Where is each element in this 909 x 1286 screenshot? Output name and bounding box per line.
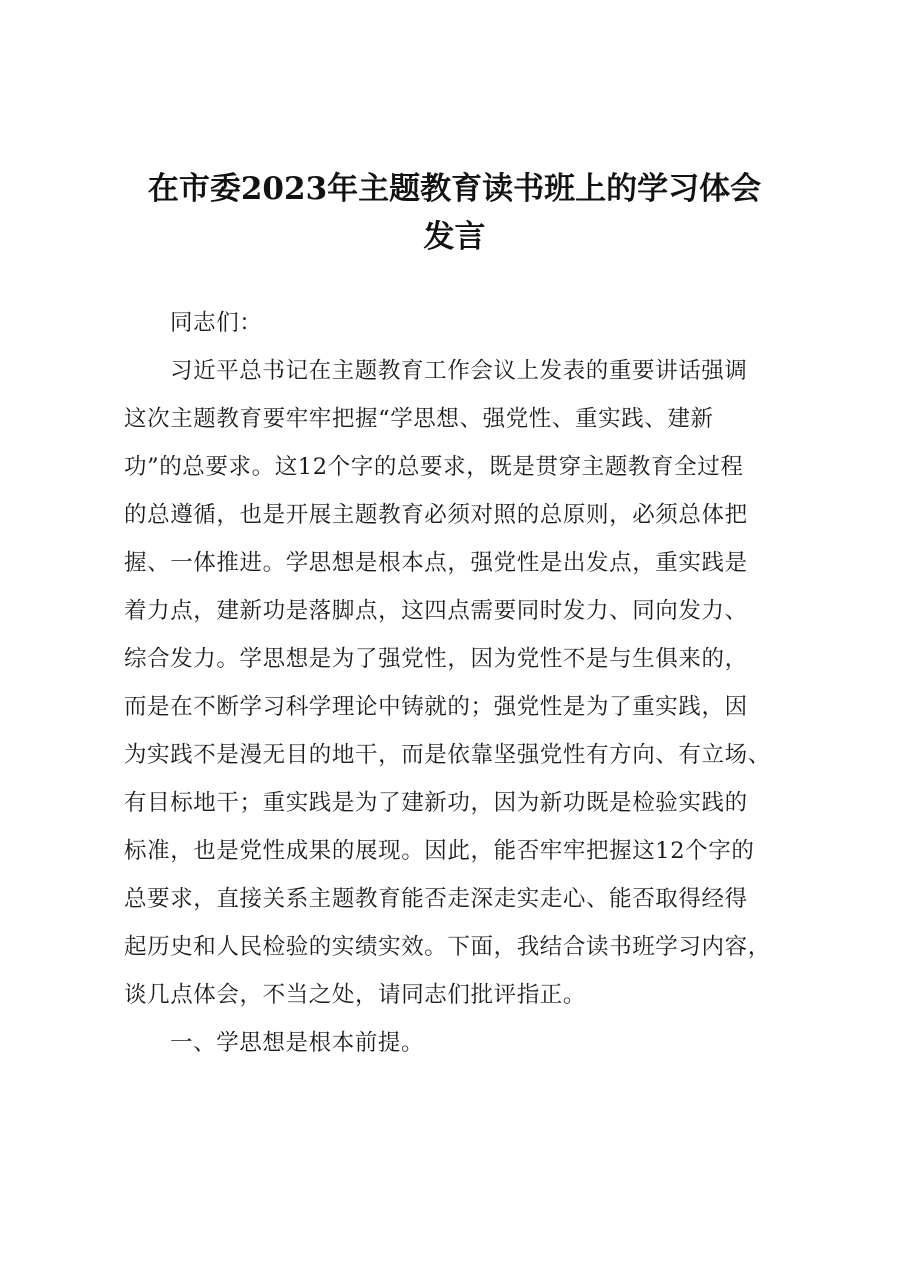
paragraph-line: 而是在不断学习科学理论中铸就的；强党性是为了重实践，因 <box>124 694 748 720</box>
paragraph-line: 为实践不是漫无目的地干，而是依靠坚强党性有方向、有立场、 <box>124 742 771 768</box>
document-title-line-2: 发言 <box>423 219 486 255</box>
section-heading: 一、学思想是根本前提。 <box>170 1030 425 1056</box>
paragraph-line: 的总遵循，也是开展主题教育必须对照的总原则，必须总体把 <box>124 502 748 528</box>
paragraph-line: 总要求，直接关系主题教育能否走深走实走心、能否取得经得 <box>124 886 748 912</box>
paragraph-line: 综合发力。学思想是为了强党性，因为党性不是与生俱来的， <box>124 646 748 672</box>
paragraph-line: 有目标地干；重实践是为了建新功，因为新功既是检验实践的 <box>124 790 748 816</box>
paragraph-line: 握、一体推进。学思想是根本点，强党性是出发点，重实践是 <box>124 550 748 576</box>
document-title-line-1: 在市委2023年主题教育读书班上的学习体会 <box>147 171 762 207</box>
paragraph-line: 标准，也是党性成果的展现。因此，能否牢牢把握这12个字的 <box>124 838 755 864</box>
paragraph-line: 这次主题教育要牢牢把握“学思想、强党性、重实践、建新 <box>124 406 714 432</box>
paragraph-line: 起历史和人民检验的实绩实效。下面，我结合读书班学习内容， <box>124 934 771 960</box>
paragraph-line: 谈几点体会，不当之处，请同志们批评指正。 <box>124 982 587 1008</box>
salutation: 同志们： <box>170 310 263 336</box>
paragraph-line: 功”的总要求。这12个字的总要求，既是贯穿主题教育全过程 <box>124 454 744 480</box>
paragraph-line: 着力点，建新功是落脚点，这四点需要同时发力、同向发力、 <box>124 598 748 624</box>
paragraph-line: 习近平总书记在主题教育工作会议上发表的重要讲话强调 <box>170 358 748 384</box>
